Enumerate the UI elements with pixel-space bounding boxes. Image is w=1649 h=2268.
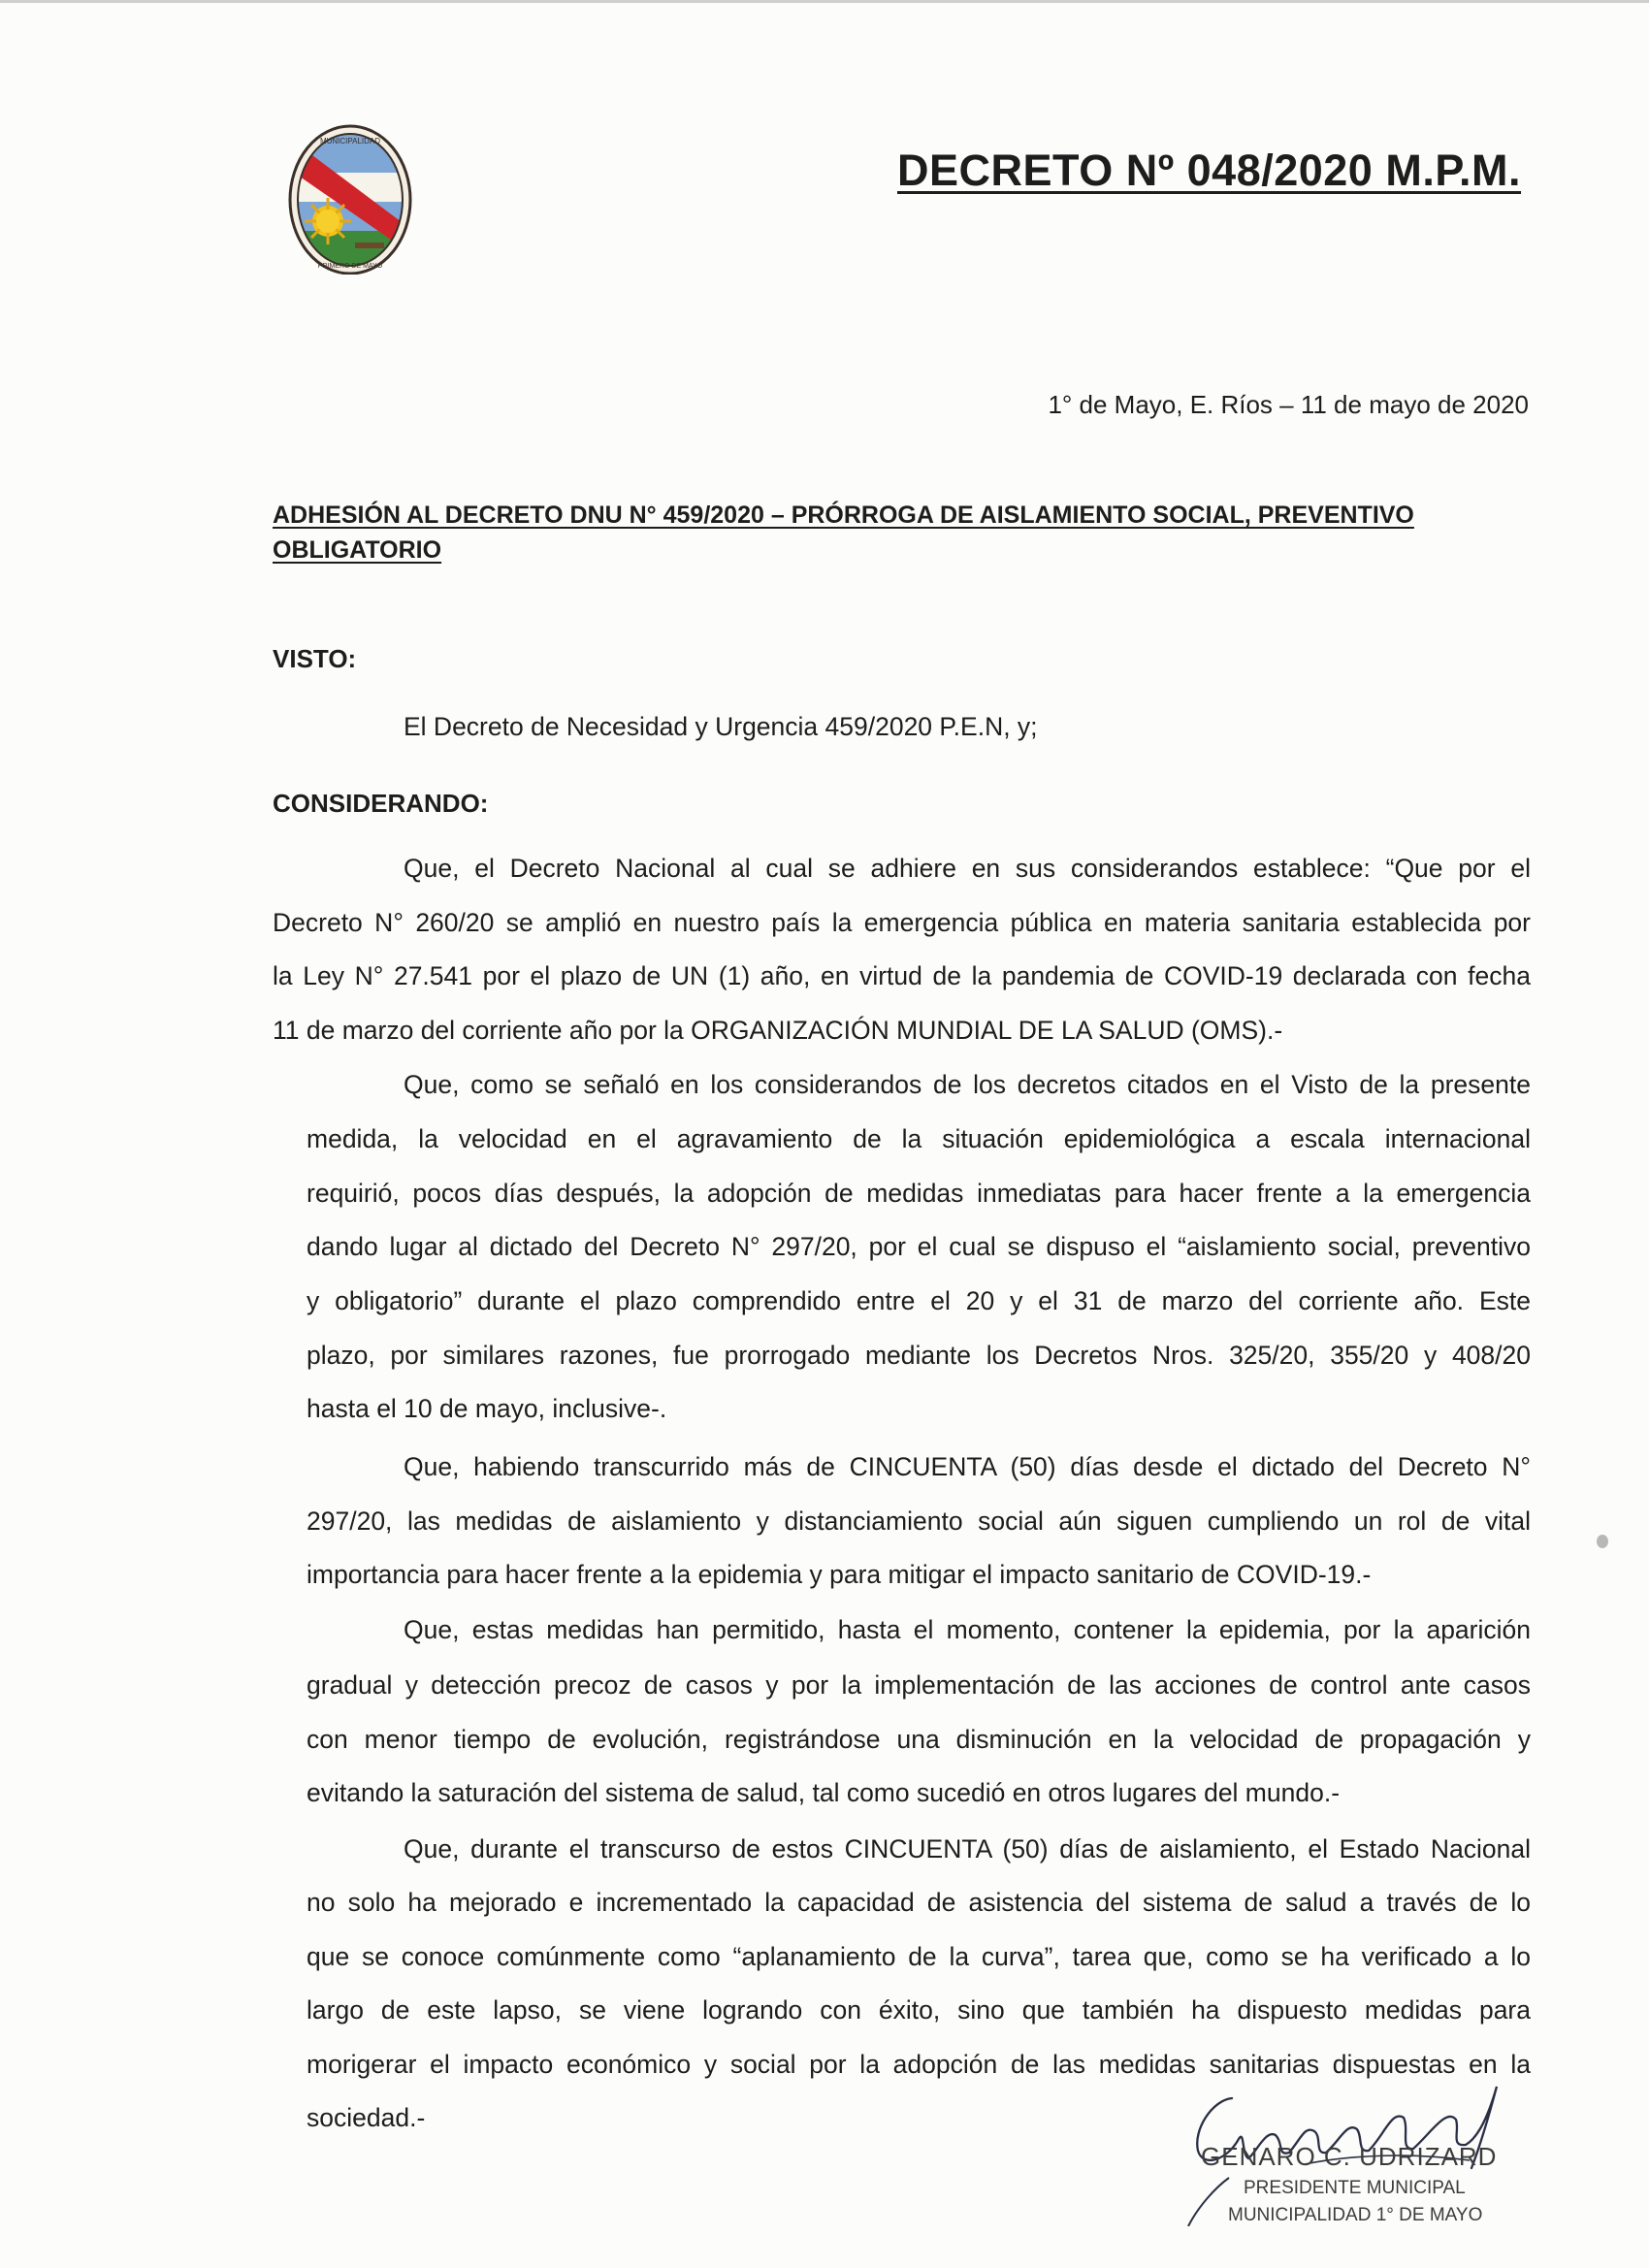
stamp-name: GENARO C. UDRIZARD [1201, 2142, 1498, 2171]
paragraph-line: plazo, por similares razones, fue prorrogado mediante los Decretos Nros. 325/20, 355/20 y 408/20 [307, 1341, 1531, 1370]
paragraph-line: requirió, pocos días después, la adopción de medidas inmediatas para hacer frente a la emergencia [307, 1179, 1531, 1208]
paragraph-line: medida, la velocidad en el agravamiento de la situación epidemiológica a escala internacional [307, 1124, 1531, 1153]
decree-title: DECRETO Nº 048/2020 M.P.M. [897, 146, 1522, 195]
paragraph-line: Que, como se señaló en los considerandos de los decretos citados en el Visto de la presente [404, 1070, 1531, 1099]
paragraph-line: hasta el 10 de mayo, inclusive-. [307, 1394, 667, 1423]
paragraph-line: dando lugar al dictado del Decreto N° 297/20, por el cual se dispuso el “aislamiento social, preventivo [307, 1232, 1531, 1261]
paragraph-line: Que, habiendo transcurrido más de CINCUENTA (50) días desde el dictado del Decreto N° [404, 1452, 1531, 1481]
paragraph-line: la Ley N° 27.541 por el plazo de UN (1) año, en virtud de la pandemia de COVID-19 declarada con fecha [273, 961, 1531, 990]
paragraph-line: morigerar el impacto económico y social por la adopción de las medidas sanitarias dispuestas en la [307, 2050, 1531, 2079]
paragraph-line: Que, el Decreto Nacional al cual se adhiere en sus considerandos establece: “Que por el [404, 854, 1531, 883]
page-top-edge [0, 0, 1649, 3]
scan-mark [1597, 1535, 1608, 1548]
paragraph-line: y obligatorio” durante el plazo comprendido entre el 20 y el 31 de marzo del corriente año. Este [307, 1286, 1531, 1315]
stamp-role: PRESIDENTE MUNICIPAL [1244, 2178, 1466, 2198]
paragraph-line: largo de este lapso, se viene logrando con éxito, sino que también ha dispuesto medidas para [307, 1995, 1531, 2025]
municipal-coat-of-arms-icon [287, 124, 413, 275]
paragraph-line: Decreto N° 260/20 se amplió en nuestro país la emergencia pública en materia sanitaria establecida por [273, 908, 1531, 937]
paragraph-line: Que, durante el transcurso de estos CINCUENTA (50) días de aislamiento, el Estado Nacional [404, 1834, 1531, 1863]
paragraph-line: que se conoce comúnmente como “aplanamiento de la curva”, tarea que, como se ha verificado a lo [307, 1942, 1531, 1971]
logo-inscription-top: MUNICIPALIDAD [319, 137, 381, 146]
decree-subject [273, 498, 1456, 567]
paragraph-line: sociedad.- [307, 2103, 426, 2132]
subject-line-2: OBLIGATORIO [273, 536, 442, 564]
considerando-heading: CONSIDERANDO: [273, 789, 489, 818]
paragraph-line: con menor tiempo de evolución, registrándose una disminución en la velocidad de propagación y [307, 1725, 1531, 1754]
stamp-institution: MUNICIPALIDAD 1° DE MAYO [1228, 2205, 1483, 2225]
subject-line-1: ADHESIÓN AL DECRETO DNU N° 459/2020 – PRÓRROGA DE AISLAMIENTO SOCIAL, PREVENTIVO [273, 502, 1414, 529]
paragraph-line: 11 de marzo del corriente año por la ORGANIZACIÓN MUNDIAL DE LA SALUD (OMS).- [273, 1016, 1283, 1045]
paragraph-line: 297/20, las medidas de aislamiento y distanciamiento social aún siguen cumpliendo un rol de vital [307, 1507, 1531, 1536]
paragraph-line: Que, estas medidas han permitido, hasta el momento, contener la epidemia, por la aparición [404, 1615, 1531, 1644]
logo-inscription-bottom: PRIMERO DE MAYO [317, 263, 383, 270]
dateline: 1° de Mayo, E. Ríos – 11 de mayo de 2020 [1048, 390, 1529, 419]
paragraph-line: importancia para hacer frente a la epidemia y para mitigar el impacto sanitario de COVID-19.- [307, 1560, 1372, 1589]
paragraph-line: gradual y detección precoz de casos y por la implementación de las acciones de control ante casos [307, 1670, 1531, 1700]
visto-text: El Decreto de Necesidad y Urgencia 459/2020 P.E.N, y; [404, 712, 1038, 741]
visto-heading: VISTO: [273, 644, 357, 673]
paragraph-line: evitando la saturación del sistema de salud, tal como sucedió en otros lugares del mundo.- [307, 1778, 1341, 1807]
paragraph-line: no solo ha mejorado e incrementado la capacidad de asistencia del sistema de salud a través de lo [307, 1888, 1531, 1917]
